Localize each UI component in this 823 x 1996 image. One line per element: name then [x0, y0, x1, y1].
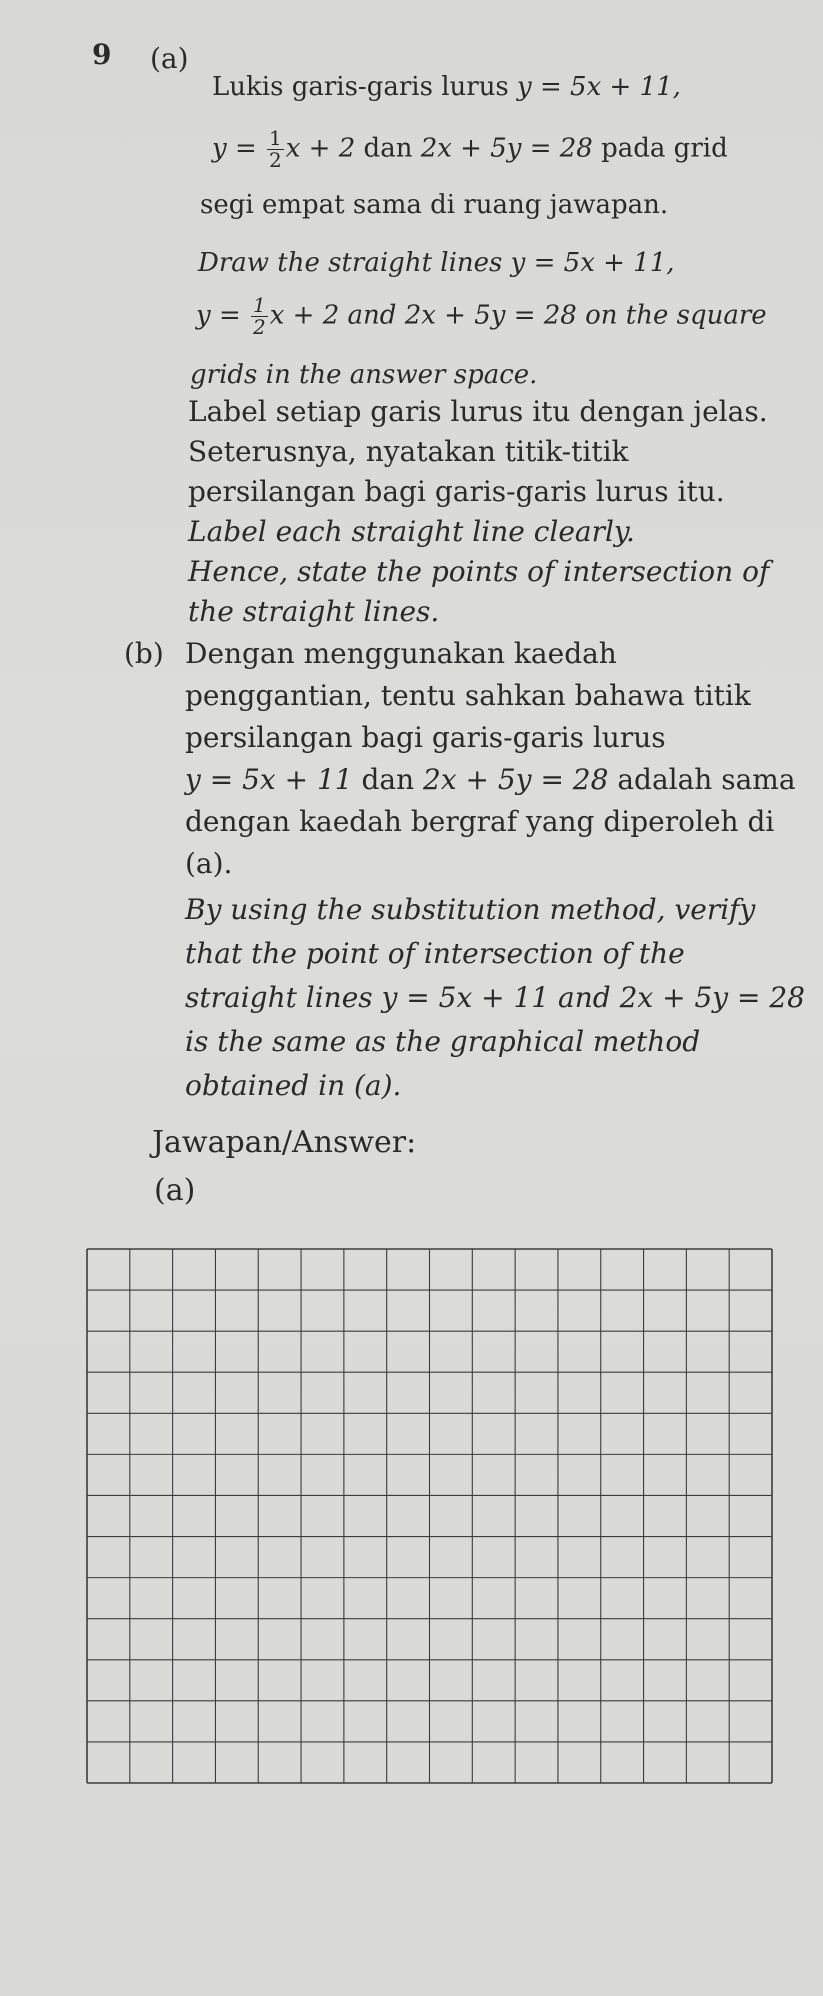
fraction: $\frac{1}{2}$	[269, 126, 282, 172]
part-a-malay-line3: segi empat sama di ruang jawapan.	[200, 190, 669, 220]
part-a-english-line3: grids in the answer space.	[190, 360, 538, 390]
part-a-english-label1: Label each straight line clearly.	[188, 515, 635, 548]
part-b-label: (b)	[124, 637, 164, 670]
part-a-malay-label2: Seterusnya, nyatakan titik-titik	[188, 435, 629, 468]
part-b-english3: straight lines y = 5x + 11 and 2x + 5y = 28	[185, 981, 805, 1014]
part-a-malay-label1: Label setiap garis lurus itu dengan jelas.	[188, 395, 768, 428]
part-b-malay5: dengan kaedah bergraf yang diperoleh di	[185, 805, 775, 838]
part-a-malay-line2: y = $\frac{1}{2}$ x + 2 dan 2x + 5y = 28 pada grid	[212, 126, 728, 172]
part-b-malay4: y = 5x + 11 dan 2x + 5y = 28 adalah sama	[185, 763, 796, 796]
part-a-english-label3: the straight lines.	[188, 595, 440, 628]
part-a-english-label2: Hence, state the points of intersection of	[188, 555, 770, 588]
part-b-english5: obtained in (a).	[185, 1069, 402, 1102]
answer-part-a-label: (a)	[154, 1173, 196, 1208]
answer-heading: Jawapan/Answer:	[152, 1125, 417, 1160]
fraction: $\frac{1}{2}$	[253, 293, 266, 339]
part-b-malay2: penggantian, tentu sahkan bahawa titik	[185, 679, 751, 712]
part-b-english4: is the same as the graphical method	[185, 1025, 701, 1058]
part-b-malay6: (a).	[185, 847, 233, 880]
part-b-english1: By using the substitution method, verify	[185, 893, 756, 926]
part-b-malay3: persilangan bagi garis-garis lurus	[185, 721, 666, 754]
question-number: 9	[92, 38, 112, 71]
part-b-malay1: Dengan menggunakan kaedah	[185, 637, 617, 670]
part-a-label: (a)	[150, 42, 189, 75]
part-a-malay-line1: Lukis garis-garis lurus y = 5x + 11,	[212, 72, 681, 102]
part-b-english2: that the point of intersection of the	[185, 937, 685, 970]
part-a-malay-label3: persilangan bagi garis-garis lurus itu.	[188, 475, 725, 508]
square-grid-svg	[83, 1247, 776, 1785]
part-a-english-line2: y = $\frac{1}{2}$ x + 2 and 2x + 5y = 28 on the square	[196, 293, 767, 339]
part-a-english-line1: Draw the straight lines y = 5x + 11,	[198, 248, 675, 278]
answer-square-grid[interactable]	[83, 1247, 776, 1785]
